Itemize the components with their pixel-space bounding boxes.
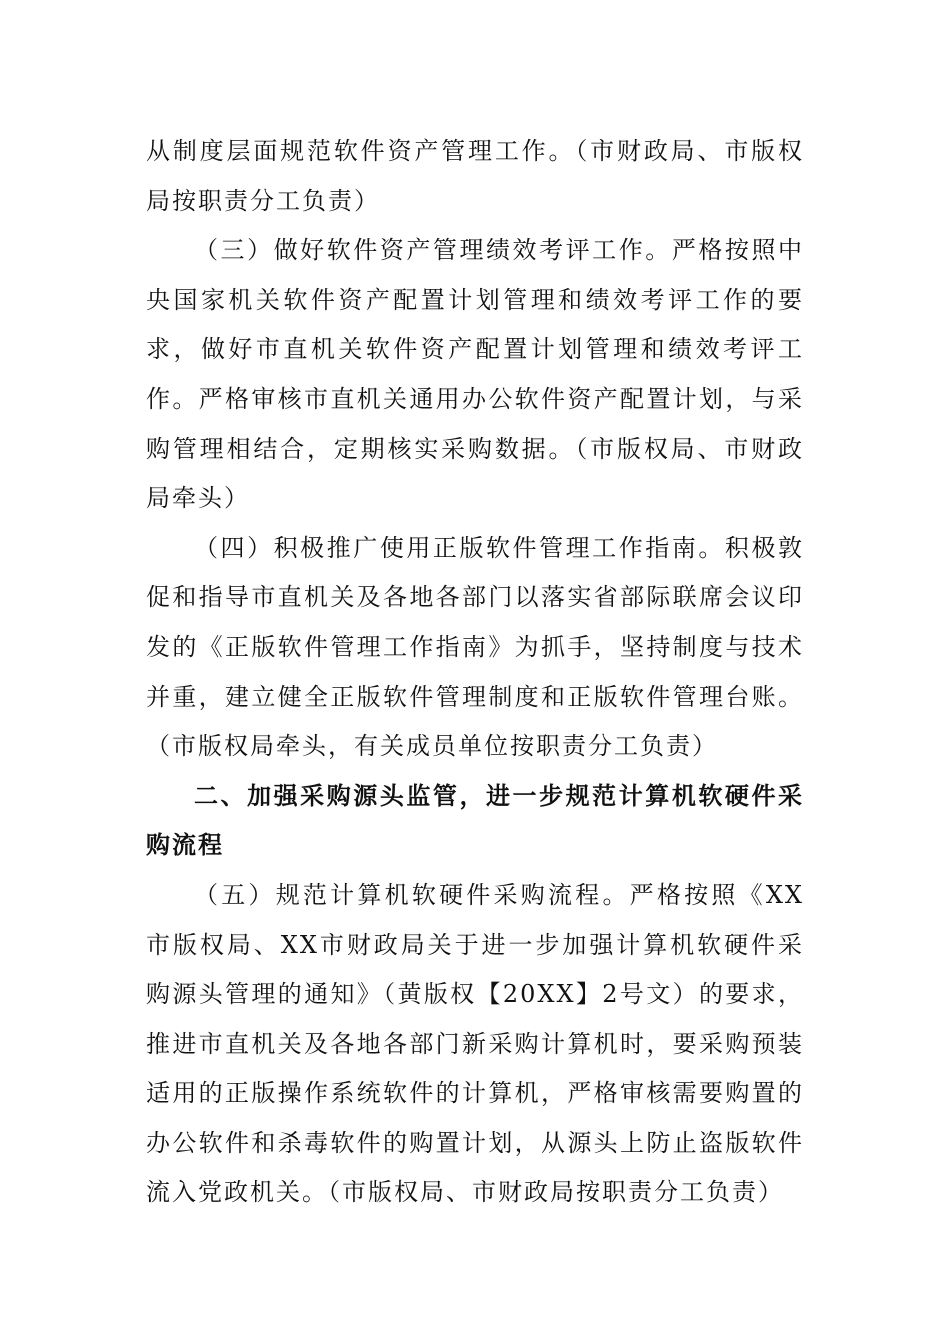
section-heading-2: 二、加强采购源头监管，进一步规范计算机软硬件采购流程 <box>146 781 804 860</box>
document-page <box>146 127 804 1218</box>
paragraph-item-5: （五）规范计算机软硬件采购流程。严格按照《XX市版权局、XX市财政局关于进一步加强计算机软硬件采购源头管理的通知》（黄版权【20XX】2号文）的要求，推进市直机关及各地各部门新采购计算机时，要采购预装适用的正版操作系统软件的计算机，严格审核需要购置的办公软件和杀毒软件的购置计划，从源头上防止盗版软件流入党政机关。（市版权局、市财政局按职责分工负责） <box>146 880 804 1207</box>
paragraph-continuation: 从制度层面规范软件资产管理工作。（市财政局、市版权局按职责分工负责） <box>146 137 804 215</box>
paragraph-item-4: （四）积极推广使用正版软件管理工作指南。积极敦促和指导市直机关及各地各部门以落实省部际联席会议印发的《正版软件管理工作指南》为抓手，坚持制度与技术并重，建立健全正版软件管理制度和正版软件管理台账。（市版权局牵头，有关成员单位按职责分工负责） <box>146 533 804 761</box>
paragraph-item-3: （三）做好软件资产管理绩效考评工作。严格按照中央国家机关软件资产配置计划管理和绩效考评工作的要求，做好市直机关软件资产配置计划管理和绩效考评工作。严格审核市直机关通用办公软件资产配置计划，与采购管理相结合，定期核实采购数据。（市版权局、市财政局牵头） <box>146 236 804 513</box>
